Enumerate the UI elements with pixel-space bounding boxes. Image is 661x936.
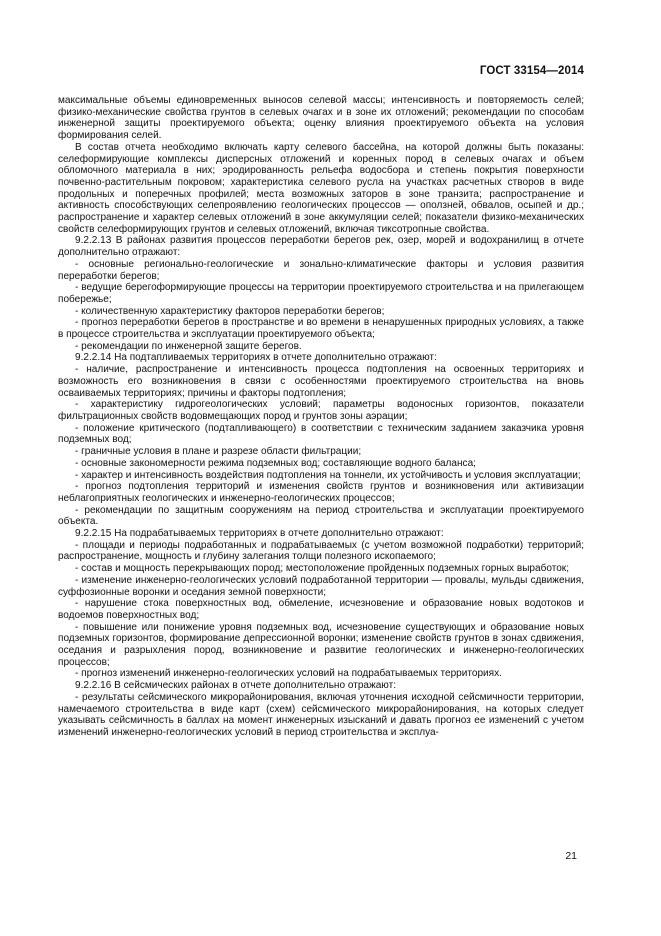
standard-header: ГОСТ 33154—2014 — [479, 65, 584, 77]
list-item: - положение критического (подтапливающего) в соответствии с техническим заданием заказчика уровня подземных вод; — [58, 422, 584, 446]
section-heading-9-2-2-15: 9.2.2.15 На подрабатываемых территориях в отчете дополнительно отражают: — [75, 528, 444, 540]
section-heading-9-2-2-16: 9.2.2.16 В сейсмических районах в отчете дополнительно отражают: — [75, 680, 397, 692]
list-item: - прогноз изменений инженерно-геологических условий на подрабатываемых территориях. — [75, 668, 502, 680]
list-item: - ведущие берегоформирующие процессы на территории проектируемого строительства и на прилегающем побережье; — [58, 282, 584, 305]
list-item: - повышение или понижение уровня подземных вод, исчезновение существующих и образование новых подземных горизонтов, формирование депрессионной воронки; изменение свойств грунтов в зонах сдвижения, оседания и разрыхления пород, возникновение и развитие геологических и инженерно-геологических процессов; — [58, 621, 584, 668]
list-item: - основные регионально-геологические и зонально-климатические факторы и условия развития переработки берегов; — [58, 258, 584, 282]
paragraph: максимальные объемы единовременных выносов селевой массы; интенсивность и повторяемость селей; физико-механические свойства грунтов в селевых очагах и в зоне их отложений; рекомендации по способам инженерной защиты проектируемого объекта; оценку влияния проектируемого объекта на условия формирования селей. — [58, 95, 584, 142]
list-item: - рекомендации по защитным сооружениям на период строительства и эксплуатации проектируемого объекта. — [58, 504, 584, 528]
list-item: - результаты сейсмического микрорайонирования, включая уточнения исходной сейсмичности территории, намечаемого строительства в виде карт (схем) сейсмического микрорайонирования, на которых следует указывать сейсмичность в баллах на момент инженерных изысканий и давать прогноз ее изменений с учетом изменений инженерно-геологических условий в период строительства и эксплуа- — [58, 691, 584, 738]
section-heading-9-2-2-13: 9.2.2.13 В районах развития процессов переработки берегов рек, озер, морей и водохранилищ в отчете дополнительно отражают: — [58, 235, 584, 259]
list-item: - площади и периоды подработанных и подрабатываемых (с учетом возможной подработки) территорий; распространение, мощность и глубину залегания толщи полезного ископаемого; — [58, 539, 584, 563]
list-item: - характеристику гидрогеологических условий; параметры водоносных горизонтов, показатели фильтрационных свойств водовмещающих пород и грунтов зоны аэрации; — [58, 399, 584, 422]
list-item: - наличие, распространение и интенсивность процесса подтопления на освоенных территориях и возможность его возникновения в связи с особенностями проектируемого строительства на вновь осваиваемых территориях; причины и факторы подтопления; — [58, 364, 584, 399]
list-item: - прогноз подтопления территорий и изменения свойств грунтов и возникновения или активизации неблагоприятных геологических и инженерно-геологических процессов; — [58, 481, 584, 504]
page-number: 21 — [565, 850, 577, 862]
list-item: - изменение инженерно-геологических условий подработанной территории — провалы, мульды сдвижения, суффозионные воронки и оседания земной поверхности; — [58, 574, 584, 598]
list-item: - нарушение стока поверхностных вод, обмеление, исчезновение и образование новых водотоков и водоемов поверхностных вод; — [58, 598, 584, 621]
paragraph: В состав отчета необходимо включать карту селевого бассейна, на которой должны быть показаны: селеформирующие комплексы дисперсных отложений и коренных пород в селевых очагах и объем обломочного материала в них; эродированность рельефа водосбора и степень покрытия поверхности почвенно-растительным покровом; характеристика селевого русла на участках расчетных створов в виде продольных и поперечных профилей; места возможных заторов в зоне транзита; распространение и активность способствующих селепроявлению геологических процессов — оползней, обвалов, осыпей и др.; распространение и характер селевых отложений в зоне аккумуляции селей; показатели физико-механических свойств селеформирующих грунтов и селевых отложений, включая тиксотропные свойства. — [58, 141, 584, 235]
list-item: - рекомендации по инженерной защите берегов. — [75, 340, 302, 352]
body-text — [58, 95, 584, 739]
list-item: - граничные условия в плане и разрезе области фильтрации; — [75, 446, 362, 458]
list-item: - количественную характеристику факторов переработки берегов; — [75, 305, 385, 317]
list-item: - прогноз переработки берегов в пространстве и во времени в ненарушенных природных условиях, а также в процессе строительства и эксплуатации проектируемого объекта; — [58, 317, 584, 341]
section-heading-9-2-2-14: 9.2.2.14 На подтапливаемых территориях в отчете дополнительно отражают: — [75, 352, 437, 364]
list-item: - характер и интенсивность воздействия подтопления на тоннели, их устойчивость и условия эксплуатации; — [75, 469, 581, 481]
list-item: - основные закономерности режима подземных вод; составляющие водного баланса; — [75, 457, 476, 469]
list-item: - состав и мощность перекрывающих пород; местоположение пройденных подземных горных выработок; — [75, 563, 569, 575]
